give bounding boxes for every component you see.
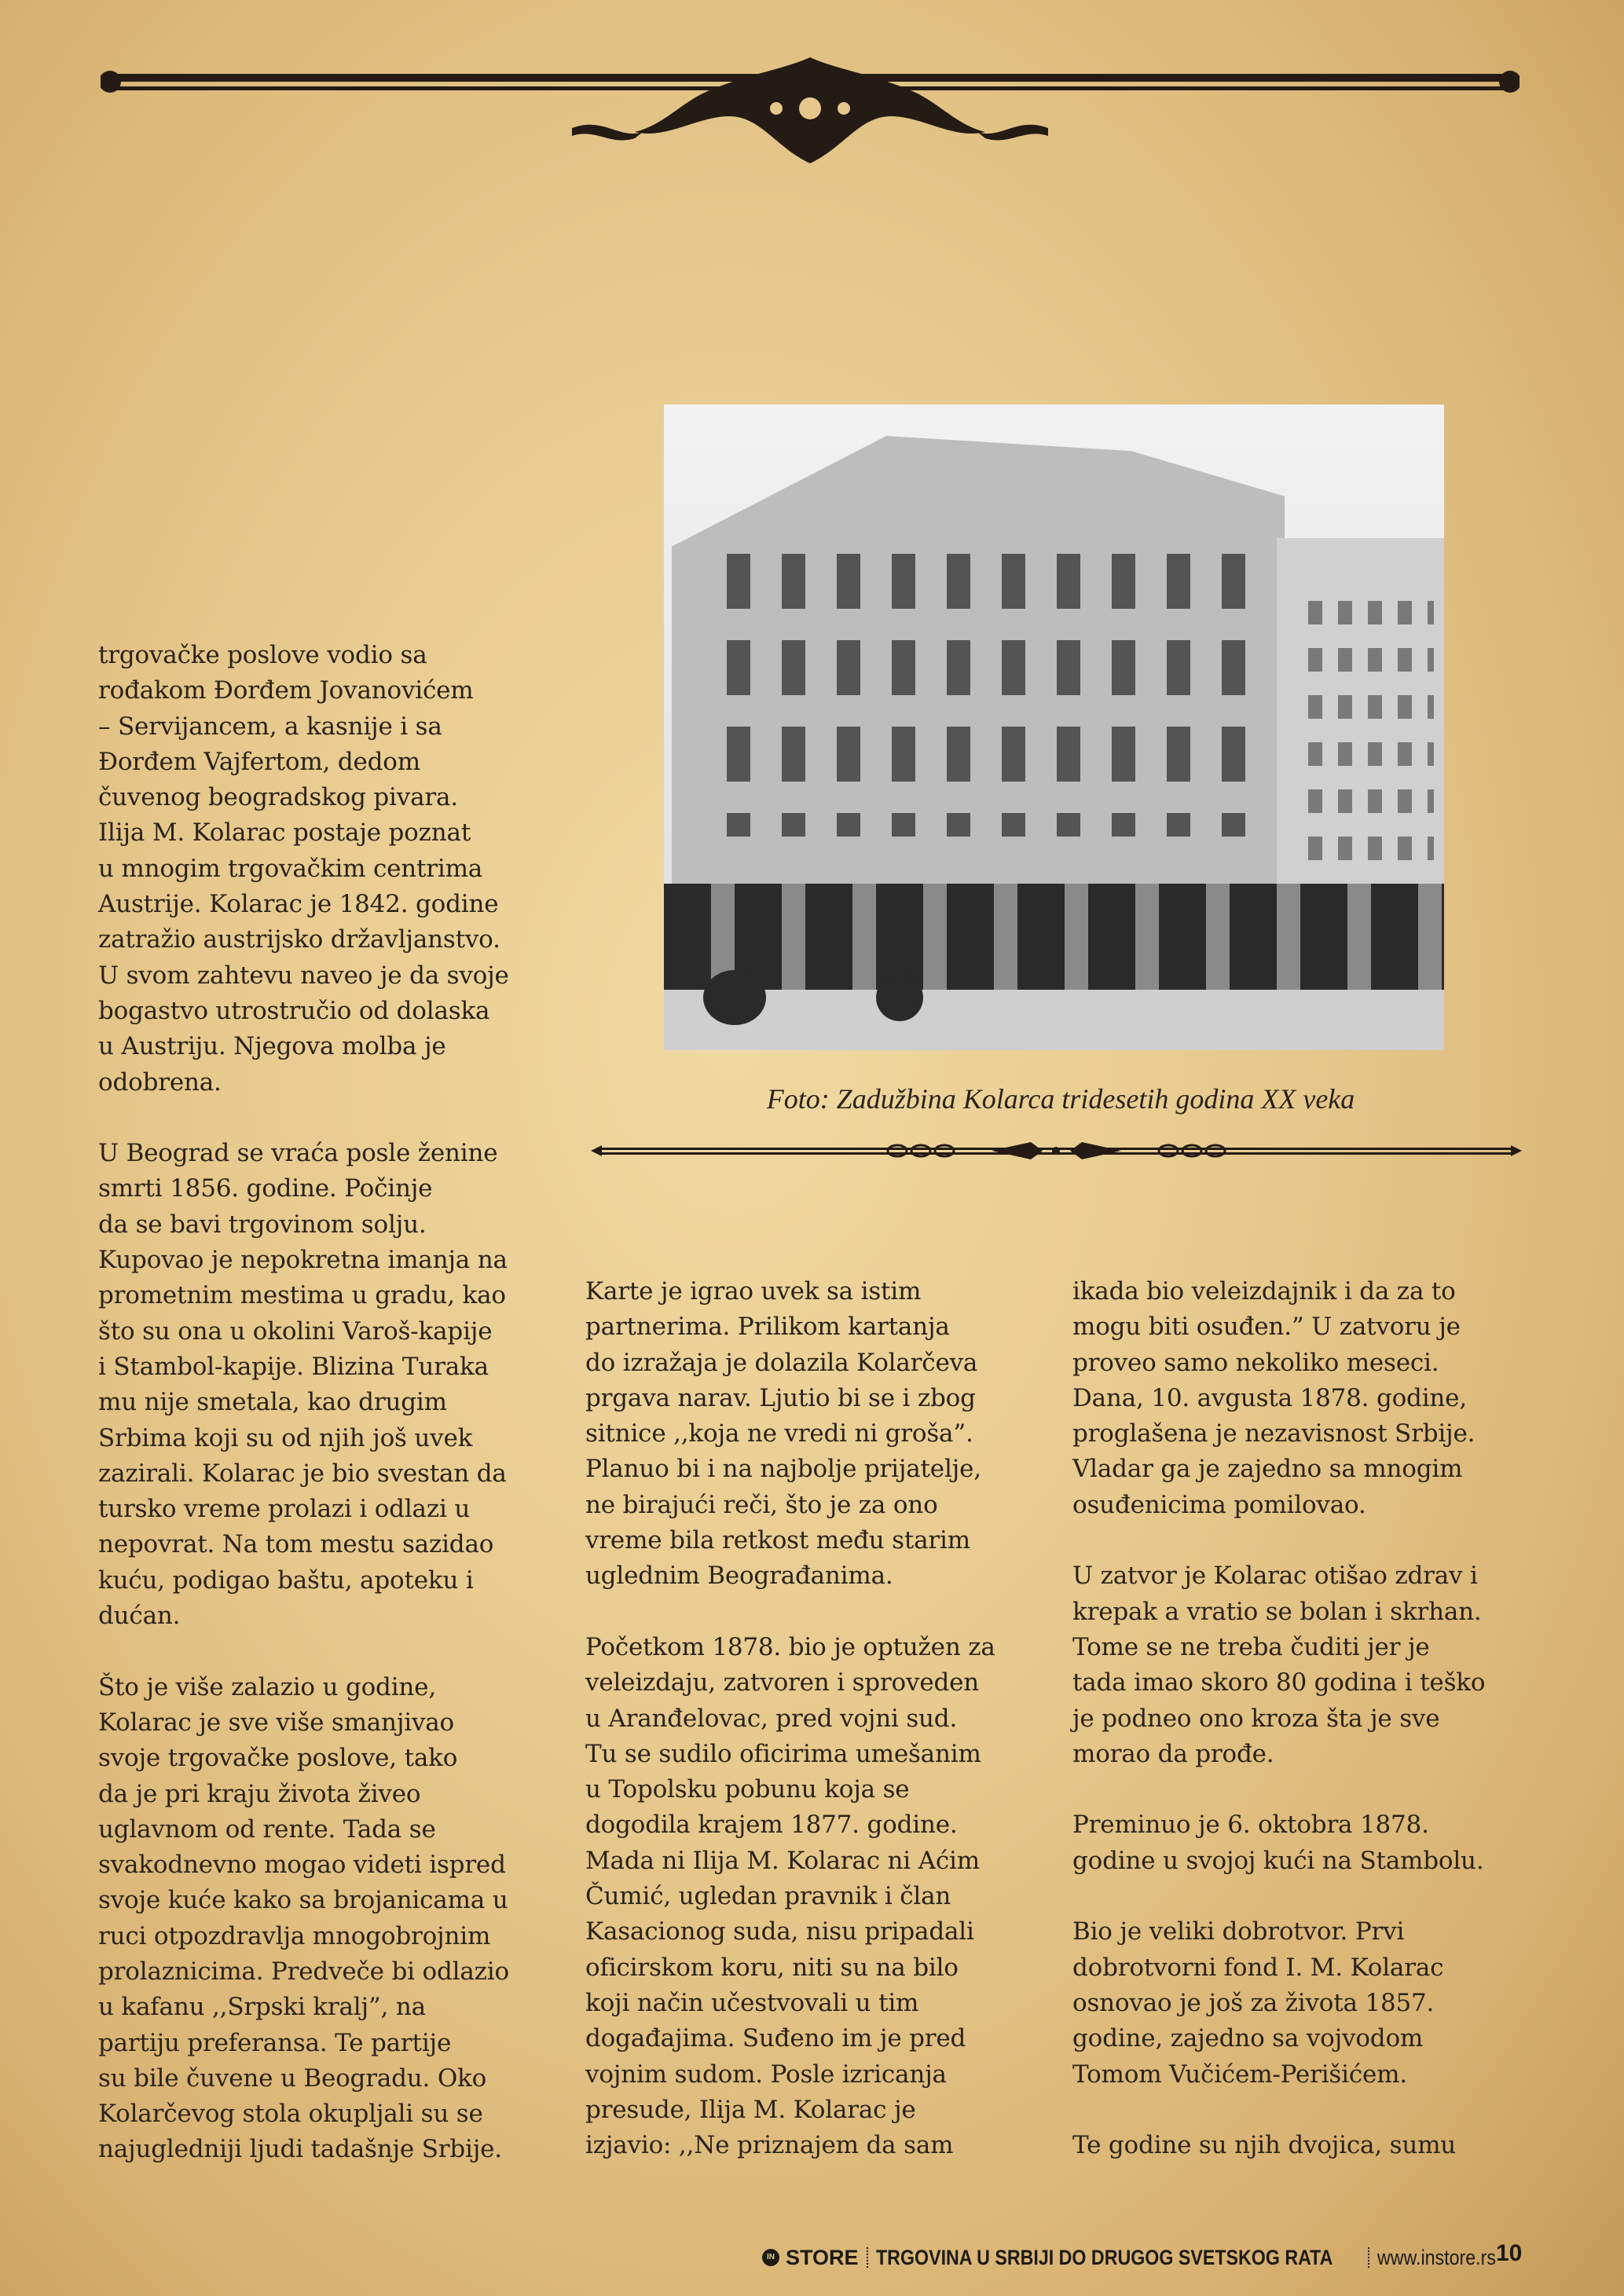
- text-line: da je pri kraju života živeo: [98, 1779, 421, 1808]
- text-line: osnovao je još za života 1857.: [1072, 1988, 1435, 2017]
- footer-title: TRGOVINA U SRBIJI DO DRUGOG SVETSKOG RATA: [875, 2245, 1333, 2269]
- text-line: morao da prođe.: [1072, 1739, 1274, 1768]
- text-line: prolaznicima. Predveče bi odlazio: [98, 1957, 509, 1986]
- text-line: Te godine su njih dvojica, sumu: [1072, 2131, 1457, 2160]
- text-line: oficirskom koru, niti su na bilo: [585, 1953, 959, 1982]
- text-line: proveo samo nekoliko meseci.: [1072, 1348, 1439, 1377]
- page-number: 10: [1496, 2240, 1523, 2266]
- text-line: Kolarčevog stola okupljali su se: [98, 2100, 483, 2129]
- text-line: nepovrat. Na tom mestu sazidao: [98, 1530, 494, 1559]
- text-column-right: [1072, 1274, 1485, 2163]
- text-line: svoje trgovačke poslove, tako: [98, 1744, 458, 1773]
- text-line: Što je više zalazio u godine,: [98, 1672, 436, 1701]
- text-line: tursko vreme prolazi i odlazi u: [98, 1495, 471, 1524]
- logo-text: STORE: [786, 2245, 859, 2269]
- text-line: svakodnevno mogao videti ispred: [98, 1851, 506, 1880]
- text-line: dogodila krajem 1877. godine.: [585, 1811, 958, 1840]
- text-line: Tome se ne treba čuditi jer je: [1072, 1632, 1430, 1661]
- text-line: Austrije. Kolarac je 1842. godine: [98, 890, 499, 919]
- text-line: proglašena je nezavisnost Srbije.: [1072, 1419, 1476, 1448]
- text-line: krepak a vratio se bolan i skrhan.: [1072, 1597, 1482, 1626]
- instore-logo: [762, 2246, 859, 2270]
- text-line: u kafanu ,,Srpski kralj”, na: [98, 1993, 426, 2022]
- text-line: da se bavi trgovinom solju.: [98, 1210, 427, 1239]
- photo-caption: Foto: Zadužbina Kolarca tridesetih godina XX veka: [766, 1083, 1355, 1115]
- text-line: u Aranđelovac, pred vojni sud.: [585, 1704, 958, 1733]
- text-line: vreme bila retkost među starim: [585, 1526, 970, 1555]
- text-line: trgovačke poslove vodio sa: [98, 641, 427, 669]
- text-line: tada imao skoro 80 godina i teško: [1072, 1668, 1486, 1697]
- text-line: dućan.: [98, 1602, 181, 1631]
- text-line: u Topolsku pobunu koja se: [585, 1775, 910, 1804]
- text-line: što su ona u okolini Varoš-kapije: [98, 1316, 493, 1346]
- text-line: smrti 1856. godine. Počinje: [98, 1174, 433, 1203]
- text-line: svoje kuće kako sa brojanicama u: [98, 1886, 508, 1915]
- text-line: U Beograd se vraća posle ženine: [98, 1139, 498, 1168]
- text-line: Karte je igrao uvek sa istim: [585, 1277, 922, 1305]
- text-line: najugledniji ljudi tadašnje Srbije.: [98, 2135, 502, 2164]
- paragraph-gap: [585, 1595, 995, 1630]
- text-line: do izražaja je dolazila Kolarčeva: [585, 1348, 978, 1377]
- header-ornament: [101, 53, 1520, 171]
- text-line: Srbima koji su od njih još uvek: [98, 1423, 473, 1452]
- text-line: vojnim sudom. Posle izricanja: [585, 2060, 947, 2089]
- text-line: koji način učestvovali u tim: [585, 1988, 919, 2017]
- text-line: U svom zahtevu naveo je da svoje: [98, 961, 509, 990]
- text-line: – Servijancem, a kasnije i sa: [98, 712, 442, 741]
- text-line: bogastvo utrostručio od dolaska: [98, 996, 490, 1025]
- text-line: Kolarac je sve više smanjivao: [98, 1708, 455, 1737]
- text-line: godine, zajedno sa vojvodom: [1072, 2024, 1424, 2053]
- text-line: sitnice ,,koja ne vredi ni groša”.: [585, 1419, 973, 1448]
- text-line: Dana, 10. avgusta 1878. godine,: [1072, 1383, 1467, 1412]
- footer-separator: [867, 2247, 868, 2268]
- text-line: su bile čuvene u Beogradu. Oko: [98, 2063, 487, 2093]
- street: [664, 990, 1444, 1050]
- text-line: u Austriju. Njegova molba je: [98, 1032, 446, 1061]
- building-windows: [695, 522, 1261, 837]
- text-line: kuću, podigao baštu, apoteku i: [98, 1565, 474, 1595]
- text-line: i Stambol-kapije. Blizina Turaka: [98, 1352, 489, 1381]
- text-line: Početkom 1878. bio je optužen za: [585, 1632, 995, 1661]
- text-line: prgava narav. Ljutio bi se i zbog: [585, 1383, 976, 1412]
- text-line: Ilija M. Kolarac postaje poznat: [98, 818, 471, 848]
- text-line: čuvenog beogradskog pivara.: [98, 783, 458, 812]
- text-line: zazirali. Kolarac je bio svestan da: [98, 1459, 507, 1488]
- text-line: mogu biti osuđen.” U zatvoru je: [1072, 1313, 1461, 1342]
- text-line: presude, Ilija M. Kolarac je: [585, 2095, 916, 2124]
- text-line: rođakom Đorđem Jovanovićem: [98, 676, 474, 705]
- footer-url-link[interactable]: www.instore.rs: [1377, 2245, 1496, 2269]
- text-line: Preminuo je 6. oktobra 1878.: [1072, 1811, 1429, 1840]
- ground-floor: [664, 884, 1444, 994]
- paragraph-gap: [1072, 2093, 1485, 2128]
- text-line: dobrotvorni fond I. M. Kolarac: [1072, 1953, 1444, 1982]
- text-line: Tomom Vučićem-Perišićem.: [1072, 2060, 1407, 2089]
- text-column-left: [98, 638, 509, 2168]
- text-line: uglavnom od rente. Tada se: [98, 1814, 436, 1844]
- text-line: Kupovao je nepokretna imanja na: [98, 1246, 508, 1275]
- text-line: mu nije smetala, kao drugim: [98, 1388, 447, 1417]
- text-line: partiju preferansa. Te partije: [98, 2028, 452, 2057]
- paragraph-gap: [98, 1634, 509, 1669]
- text-line: uglednim Beograđanima.: [585, 1562, 893, 1591]
- text-line: događajima. Suđeno im je pred: [585, 2024, 966, 2053]
- paragraph-gap: [1072, 1523, 1485, 1558]
- text-line: prometnim mestima u gradu, kao: [98, 1281, 506, 1310]
- logo-badge: IN: [762, 2249, 779, 2266]
- text-line: Đorđem Vajfertom, dedom: [98, 747, 420, 776]
- text-line: Vladar ga je zajedno sa mnogim: [1072, 1455, 1463, 1484]
- text-line: veleizdaju, zatvoren i sproveden: [585, 1668, 980, 1697]
- text-line: U zatvor je Kolarac otišao zdrav i: [1072, 1562, 1478, 1591]
- text-line: osuđenicima pomilovao.: [1072, 1490, 1366, 1519]
- paragraph-gap: [1072, 1879, 1485, 1914]
- text-line: Kasacionog suda, nisu pripadali: [585, 1917, 974, 1946]
- text-line: Čumić, ugledan pravnik i član: [585, 1882, 951, 1911]
- text-line: Bio je veliki dobrotvor. Prvi: [1072, 1917, 1405, 1946]
- footer-separator: [1368, 2247, 1369, 2268]
- text-line: Tu se sudilo oficirima umešanim: [585, 1739, 981, 1768]
- text-line: odobrena.: [98, 1067, 222, 1097]
- text-line: zatražio austrijsko državljanstvo.: [98, 925, 500, 954]
- section-divider: [591, 1137, 1522, 1164]
- text-line: u mnogim trgovačkim centrima: [98, 854, 483, 883]
- text-line: ikada bio veleizdajnik i da za to: [1072, 1277, 1456, 1305]
- text-line: partnerima. Prilikom kartanja: [585, 1313, 950, 1342]
- text-line: godine u svojoj kući na Stambolu.: [1072, 1846, 1484, 1875]
- text-line: ne birajući reči, što je za ono: [585, 1490, 938, 1519]
- text-line: Mada ni Ilija M. Kolarac ni Aćim: [585, 1846, 980, 1875]
- text-column-middle: [585, 1274, 995, 2163]
- building-photo: [664, 405, 1444, 1050]
- paragraph-gap: [98, 1100, 509, 1136]
- paragraph-gap: [1072, 1772, 1485, 1807]
- text-line: je podneo ono kroza šta je sve: [1072, 1704, 1440, 1733]
- text-line: Planuo bi i na najbolje prijatelje,: [585, 1455, 981, 1484]
- text-line: izjavio: ,,Ne priznajem da sam: [585, 2131, 954, 2160]
- footer: [762, 2240, 1515, 2275]
- text-line: ruci otpozdravlja mnogobrojnim: [98, 1921, 491, 1950]
